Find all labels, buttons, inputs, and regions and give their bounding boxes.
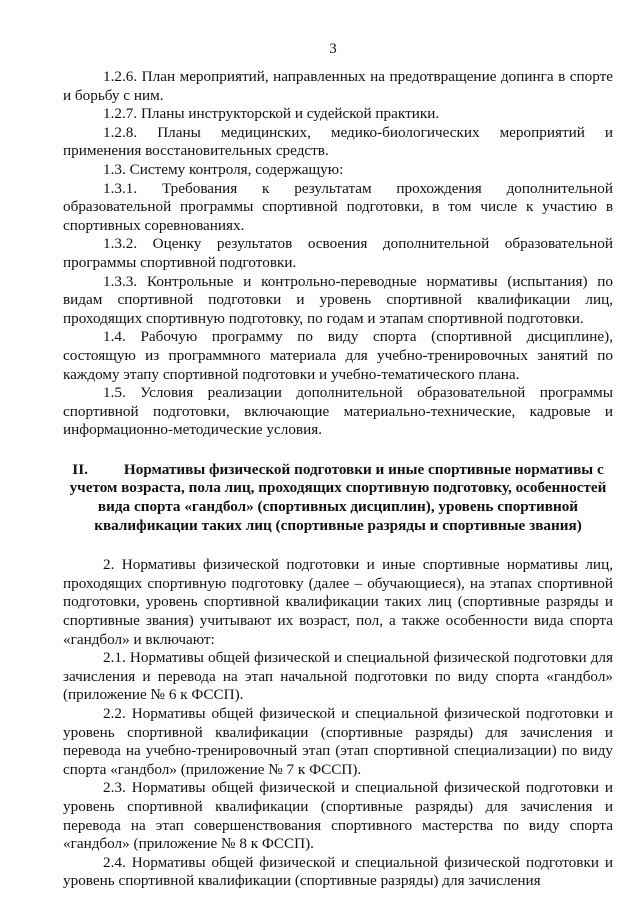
paragraph-1-2-8: 1.2.8. Планы медицинских, медико-биологических мероприятий и применения восстановительных средств. [63,123,613,160]
paragraph-2-4: 2.4. Нормативы общей физической и специальной физической подготовки и уровень спортивной квалификации (спортивные разряды) для зачисления [63,853,613,890]
paragraph-1-2-7: 1.2.7. Планы инструкторской и судейской практики. [103,105,440,123]
paragraph-2-3: 2.3. Нормативы общей физической и специальной физической подготовки и уровень спортивной квалификации (спортивные разряды) для зачисления и перевода на этап совершенствования спортивного мастерства по виду спорта «гандбол» (приложение № 8 к ФССП). [63,779,613,853]
paragraph-1-3-1: 1.3.1. Требования к результатам прохождения дополнительной образовательной программы спортивной подготовки, в том числе к участию в спортивных соревнованиях. [63,179,613,234]
page-number: 3 [329,41,337,57]
paragraph-1-4: 1.4. Рабочую программу по виду спорта (спортивной дисциплине), состоящую из программного материала для учебно-тренировочных занятий по каждому этапу спортивной подготовки и учебно-тематического плана. [63,328,613,383]
paragraph-1-3-3: 1.3.3. Контрольные и контрольно-переводные нормативы (испытания) по видам спортивной подготовки и уровень спортивной квалификации лиц, проходящих спортивную подготовку, по годам и этапам спортивной подготовки. [63,272,613,327]
section-number: II. [72,460,88,478]
section-heading [63,461,613,535]
paragraph-1-3-2: 1.3.2. Оценку результатов освоения дополнительной образовательной программы спортивной подготовки. [63,235,613,271]
paragraph-2-1: 2.1. Нормативы общей физической и специальной физической подготовки для зачисления и перевода на этап начальной подготовки по виду спорта «гандбол» (приложение № 6 к ФССП). [63,649,613,704]
paragraph-1-2-6: 1.2.6. План мероприятий, направленных на предотвращение допинга в спорте и борьбу с ним. [63,68,613,104]
section-title-text: Нормативы физической подготовки и иные спортивные нормативы с учетом возраста, пола лиц, проходящих спортивную подготовку, особенностей вида спорта «гандбол» (спортивных дисциплин), уровень спортивной квалификации таких лиц (спортивные разряды и спортивные звания) [69,460,607,534]
paragraph-1-3: 1.3. Систему контроля, содержащую: [103,160,344,178]
paragraph-1-5: 1.5. Условия реализации дополнительной образовательной программы спортивной подготовки, включающие материально-технические, кадровые и информационно-методические условия. [63,384,613,439]
paragraph-2-2: 2.2. Нормативы общей физической и специальной физической подготовки и уровень спортивной квалификации (спортивные разряды) для зачисления и перевода на учебно-тренировочный этап (этап спортивной специализации) по виду спорта «гандбол» (приложение № 7 к ФССП). [63,705,613,778]
paragraph-2: 2. Нормативы физической подготовки и иные спортивные нормативы лиц, проходящих спортивную подготовку (далее – обучающиеся), на этапах спортивной подготовки, уровень спортивной квалификации таких лиц (спортивные разряды и спортивные звания) учитывают их возраст, пол, а также особенности вида спорта «гандбол» и включают: [63,556,613,648]
